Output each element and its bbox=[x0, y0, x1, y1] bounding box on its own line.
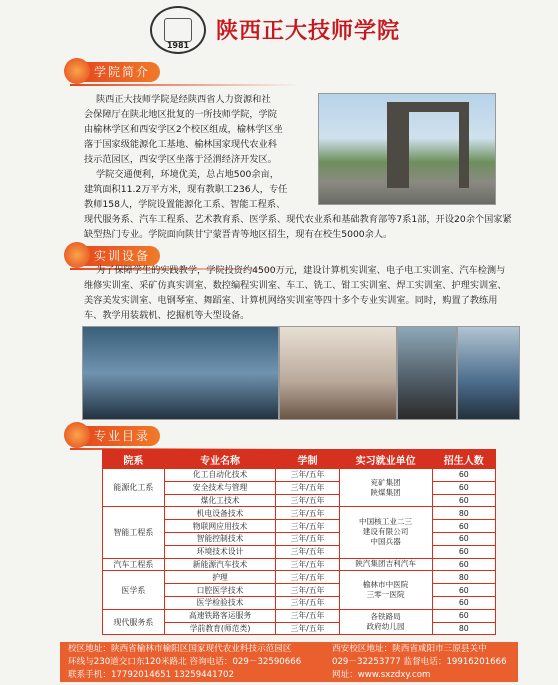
school-name: 陕西正大技师学院 bbox=[216, 18, 401, 44]
years-cell: 三年/五年 bbox=[276, 584, 339, 597]
campus-photo bbox=[318, 93, 496, 205]
text-line: 技示范园区，西安学区坐落于泾渭经济开发区。 bbox=[84, 154, 277, 165]
text-line: 会保障厅在陕北地区批复的一所技师学院，学院 bbox=[84, 109, 277, 120]
dept-cell: 现代服务系 bbox=[103, 609, 165, 635]
dept-cell: 能源化工系 bbox=[103, 469, 165, 507]
training-photo-4 bbox=[457, 326, 520, 420]
dept-cell: 汽车工程系 bbox=[103, 558, 165, 571]
years-cell: 三年/五年 bbox=[276, 520, 339, 533]
column-header: 实习就业单位 bbox=[339, 450, 432, 469]
section-tab-facilities: 实训设备 bbox=[72, 246, 160, 266]
employer-cell: 榆林市中医院 三零一医院 bbox=[339, 571, 432, 609]
section-tab-majors: 专业目录 bbox=[72, 426, 160, 446]
years-cell: 三年/五年 bbox=[276, 545, 339, 558]
column-header: 学制 bbox=[276, 450, 339, 469]
footer-line: 网址：www.sxzdxy.com bbox=[332, 670, 431, 680]
section-tab-intro: 学院简介 bbox=[72, 62, 160, 82]
section-divider bbox=[70, 84, 300, 86]
years-cell: 三年/五年 bbox=[276, 609, 339, 622]
count-cell: 60 bbox=[432, 469, 495, 482]
major-cell: 高速铁路客运服务 bbox=[164, 609, 276, 622]
count-cell: 80 bbox=[432, 507, 495, 520]
footer-contact bbox=[60, 642, 518, 682]
table-row bbox=[103, 469, 496, 482]
major-cell: 煤化工技术 bbox=[164, 494, 276, 507]
table-header-row bbox=[103, 450, 496, 469]
employer-cell: 兖矿集团 陕煤集团 bbox=[339, 469, 432, 507]
employer-cell: 陕汽集团吉利汽车 bbox=[339, 558, 432, 571]
column-header: 专业名称 bbox=[164, 450, 276, 469]
logo-year: 1981 bbox=[166, 41, 190, 50]
dept-cell: 医学系 bbox=[103, 571, 165, 609]
text-line: 车、教学用装载机、挖掘机等大型设备。 bbox=[84, 310, 250, 321]
count-cell: 60 bbox=[432, 545, 495, 558]
text-line: 维修实训室、采矿仿真实训室、数控编程实训室、车工、铣工、钳工实训室、焊工实训室、护理实训室、 bbox=[84, 280, 507, 291]
major-cell: 口腔医学技术 bbox=[164, 584, 276, 597]
count-cell: 60 bbox=[432, 481, 495, 494]
table-row bbox=[103, 507, 496, 520]
major-cell: 新能源汽车技术 bbox=[164, 558, 276, 571]
training-photo-3 bbox=[397, 326, 457, 420]
text-line: 现代服务系、汽车工程系、艺术教育系、医学系、现代农业系和基础教育部等7系1部，开设20余个国家紧 bbox=[84, 214, 512, 225]
text-line: 由榆林学区和西安学区2个校区组成，榆林学区坐 bbox=[84, 124, 283, 135]
employer-cell: 中国核工业二三 建设有限公司 中国兵器 bbox=[339, 507, 432, 558]
text-line: 教师158人，学院设置能源化工系、智能工程系、 bbox=[84, 199, 286, 210]
footer-line: 校区地址：陕西省榆林市榆阳区国家现代农业科技示范园区 bbox=[68, 644, 292, 654]
footer-left bbox=[68, 643, 301, 682]
major-cell: 机电设备技术 bbox=[164, 507, 276, 520]
employer-cell: 各铁路局 政府幼儿园 bbox=[339, 609, 432, 635]
major-cell: 物联网应用技术 bbox=[164, 520, 276, 533]
major-cell: 环境技术设计 bbox=[164, 545, 276, 558]
footer-right bbox=[332, 643, 507, 682]
count-cell: 60 bbox=[432, 596, 495, 609]
count-cell: 60 bbox=[432, 520, 495, 533]
major-cell: 医学检验技术 bbox=[164, 596, 276, 609]
text-line: 落于国家级能源化工基地、榆林国家现代农业科 bbox=[84, 139, 277, 150]
dept-cell: 智能工程系 bbox=[103, 507, 165, 558]
years-cell: 三年/五年 bbox=[276, 469, 339, 482]
column-header: 院系 bbox=[103, 450, 165, 469]
count-cell: 60 bbox=[432, 558, 495, 571]
table-body bbox=[103, 469, 496, 635]
years-cell: 三年/五年 bbox=[276, 494, 339, 507]
major-cell: 智能控制技术 bbox=[164, 532, 276, 545]
text-line: 美容美发实训室、电钢琴室、舞蹈室、计算机网络实训室等四十多个专业实训室。同时，购置了教练用 bbox=[84, 295, 498, 306]
count-cell: 60 bbox=[432, 494, 495, 507]
text-line: 陕西正大技师学院是经陕西省人力资源和社 bbox=[96, 94, 271, 105]
years-cell: 三年/五年 bbox=[276, 596, 339, 609]
count-cell: 80 bbox=[432, 571, 495, 584]
text-line: 为了保障学生的实践教学，学院投资约4500万元，建设计算机实训室、电子电工实训室、汽车检测与 bbox=[96, 265, 506, 276]
training-photo-2 bbox=[279, 326, 397, 420]
years-cell: 三年/五年 bbox=[276, 558, 339, 571]
training-photo-1 bbox=[82, 326, 279, 420]
school-logo bbox=[150, 6, 206, 54]
major-cell: 安全技术与管理 bbox=[164, 481, 276, 494]
major-cell: 护理 bbox=[164, 571, 276, 584]
table-row bbox=[103, 558, 496, 571]
table-row bbox=[103, 571, 496, 584]
text-line: 缺型热门专业。学院面向陕甘宁蒙晋青等地区招生，现有在校生5000余人。 bbox=[84, 229, 393, 240]
text-line: 学院交通便利，环境优美，总占地500余亩， bbox=[96, 169, 279, 180]
major-cell: 学前教育(师范类) bbox=[164, 622, 276, 635]
footer-line: 029－32253777 监督电话：19916201666 bbox=[332, 657, 507, 667]
count-cell: 80 bbox=[432, 622, 495, 635]
years-cell: 三年/五年 bbox=[276, 507, 339, 520]
years-cell: 三年/五年 bbox=[276, 571, 339, 584]
count-cell: 60 bbox=[432, 609, 495, 622]
count-cell: 60 bbox=[432, 584, 495, 597]
years-cell: 三年/五年 bbox=[276, 622, 339, 635]
table-row bbox=[103, 609, 496, 622]
text-line: 建筑面积11.2万平方米，现有教职工236人，专任 bbox=[84, 184, 288, 195]
majors-table bbox=[102, 449, 496, 635]
footer-line: 联系手机：17792014651 13259441702 bbox=[68, 670, 234, 680]
footer-line: 西安校区地址：陕西省咸阳市三原县关中 bbox=[332, 644, 487, 654]
count-cell: 60 bbox=[432, 532, 495, 545]
major-cell: 化工自动化技术 bbox=[164, 469, 276, 482]
years-cell: 三年/五年 bbox=[276, 481, 339, 494]
years-cell: 三年/五年 bbox=[276, 532, 339, 545]
logo-emblem bbox=[164, 18, 192, 42]
footer-line: 环线与230道交口东120米路北 咨询电话：029－32590666 bbox=[68, 657, 302, 667]
column-header: 招生人数 bbox=[432, 450, 495, 469]
